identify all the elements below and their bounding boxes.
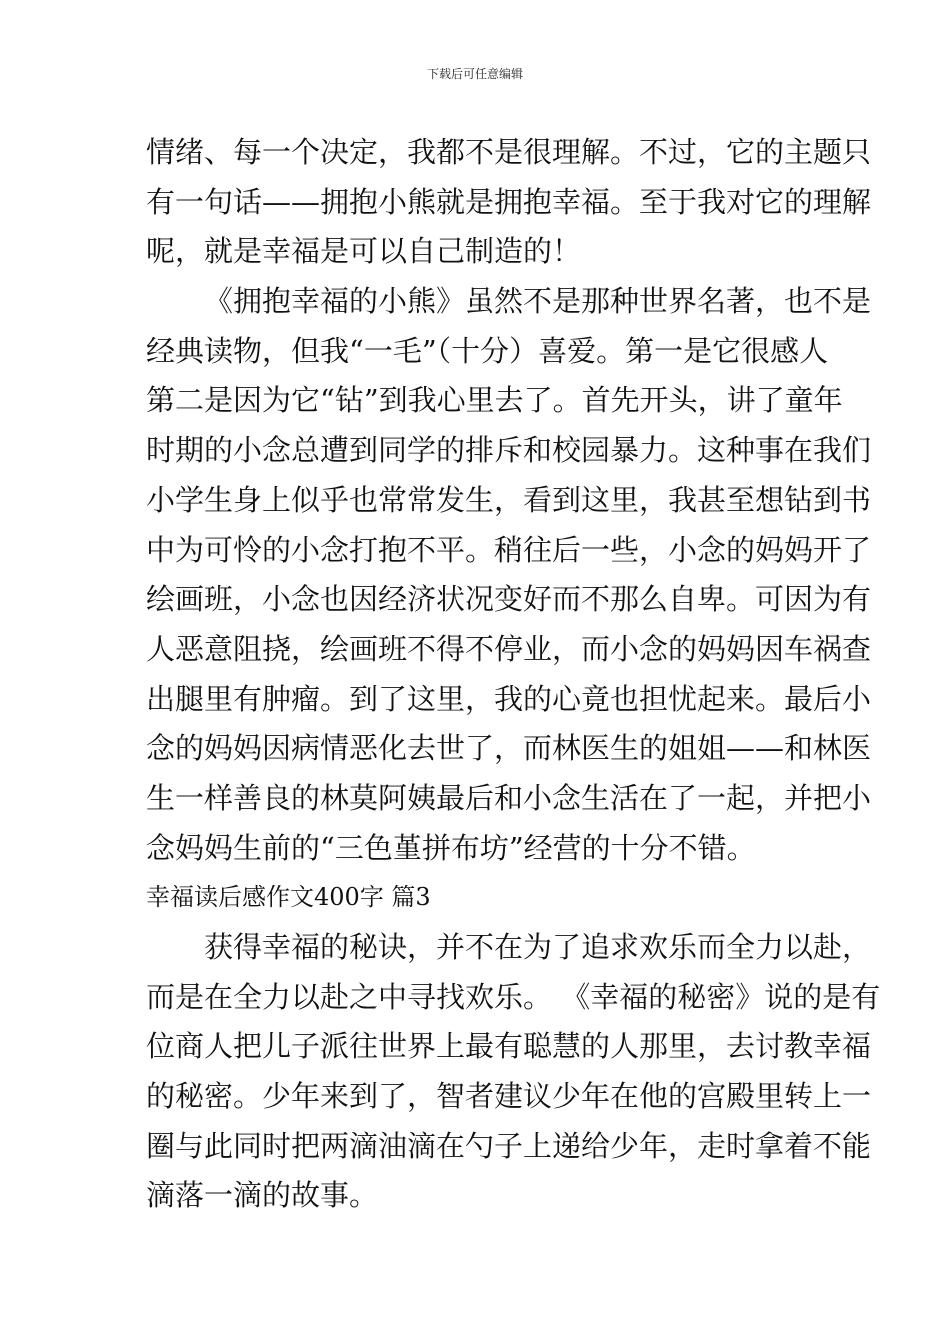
text-line: 第二是因为它“钻”到我心里去了。首先开头，讲了童年 bbox=[146, 383, 843, 418]
paragraph-first-line: 《拥抱幸福的小熊》虽然不是那种世界名著，也不是 bbox=[204, 284, 872, 319]
text-line: 经典读物，但我“一毛”（十分）喜爱。第一是它很感人 bbox=[146, 333, 829, 368]
text-line: 念妈妈生前的“三色堇拼布坊”经营的十分不错。 bbox=[146, 830, 756, 865]
text-line: 情绪、每一个决定，我都不是很理解。不过，它的主题只 bbox=[146, 135, 872, 169]
text-line: 而是在全力以赴之中寻找欢乐。 《幸福的秘密》说的是有 bbox=[146, 979, 881, 1014]
text-line: 时期的小念总遭到同学的排斥和校园暴力。这种事在我们 bbox=[146, 433, 872, 468]
text-line: 绘画班，小念也因经济状况变好而不那么自卑。可因为有 bbox=[146, 582, 872, 617]
text-line: 的秘密。少年来到了，智者建议少年在他的宫殿里转上一 bbox=[146, 1079, 872, 1114]
text-line: 位商人把儿子派往世界上最有聪慧的人那里，去讨教幸福 bbox=[146, 1029, 872, 1064]
text-line: 念的妈妈因病情恶化去世了，而林医生的姐姐——和林医 bbox=[146, 731, 872, 766]
text-line: 出腿里有肿瘤。到了这里，我的心竟也担忧起来。最后小 bbox=[146, 681, 872, 716]
section-heading: 幸福读后感作文400字 篇3 bbox=[146, 883, 431, 912]
document-body bbox=[146, 128, 881, 1221]
text-line: 人恶意阻挠，绘画班不得不停业，而小念的妈妈因车祸查 bbox=[146, 631, 872, 666]
text-line: 有一句话——拥抱小熊就是拥抱幸福。至于我对它的理解 bbox=[146, 184, 872, 219]
paragraph-first-line: 获得幸福的秘诀，并不在为了追求欢乐而全力以赴， bbox=[204, 930, 872, 964]
text-line: 呢，就是幸福是可以自己制造的！ bbox=[146, 234, 582, 269]
text-line: 中为可怜的小念打抱不平。稍往后一些，小念的妈妈开了 bbox=[146, 532, 872, 567]
text-line: 生一样善良的林莫阿姨最后和小念生活在了一起，并把小 bbox=[146, 780, 872, 815]
text-line: 圈与此同时把两滴油滴在勺子上递给少年，走时拿着不能 bbox=[146, 1128, 872, 1163]
text-line: 滴落一滴的故事。 bbox=[146, 1178, 379, 1213]
text-line: 小学生身上似乎也常常发生，看到这里，我甚至想钻到书 bbox=[146, 482, 872, 517]
page-header: 下载后可任意编辑 bbox=[426, 67, 523, 81]
